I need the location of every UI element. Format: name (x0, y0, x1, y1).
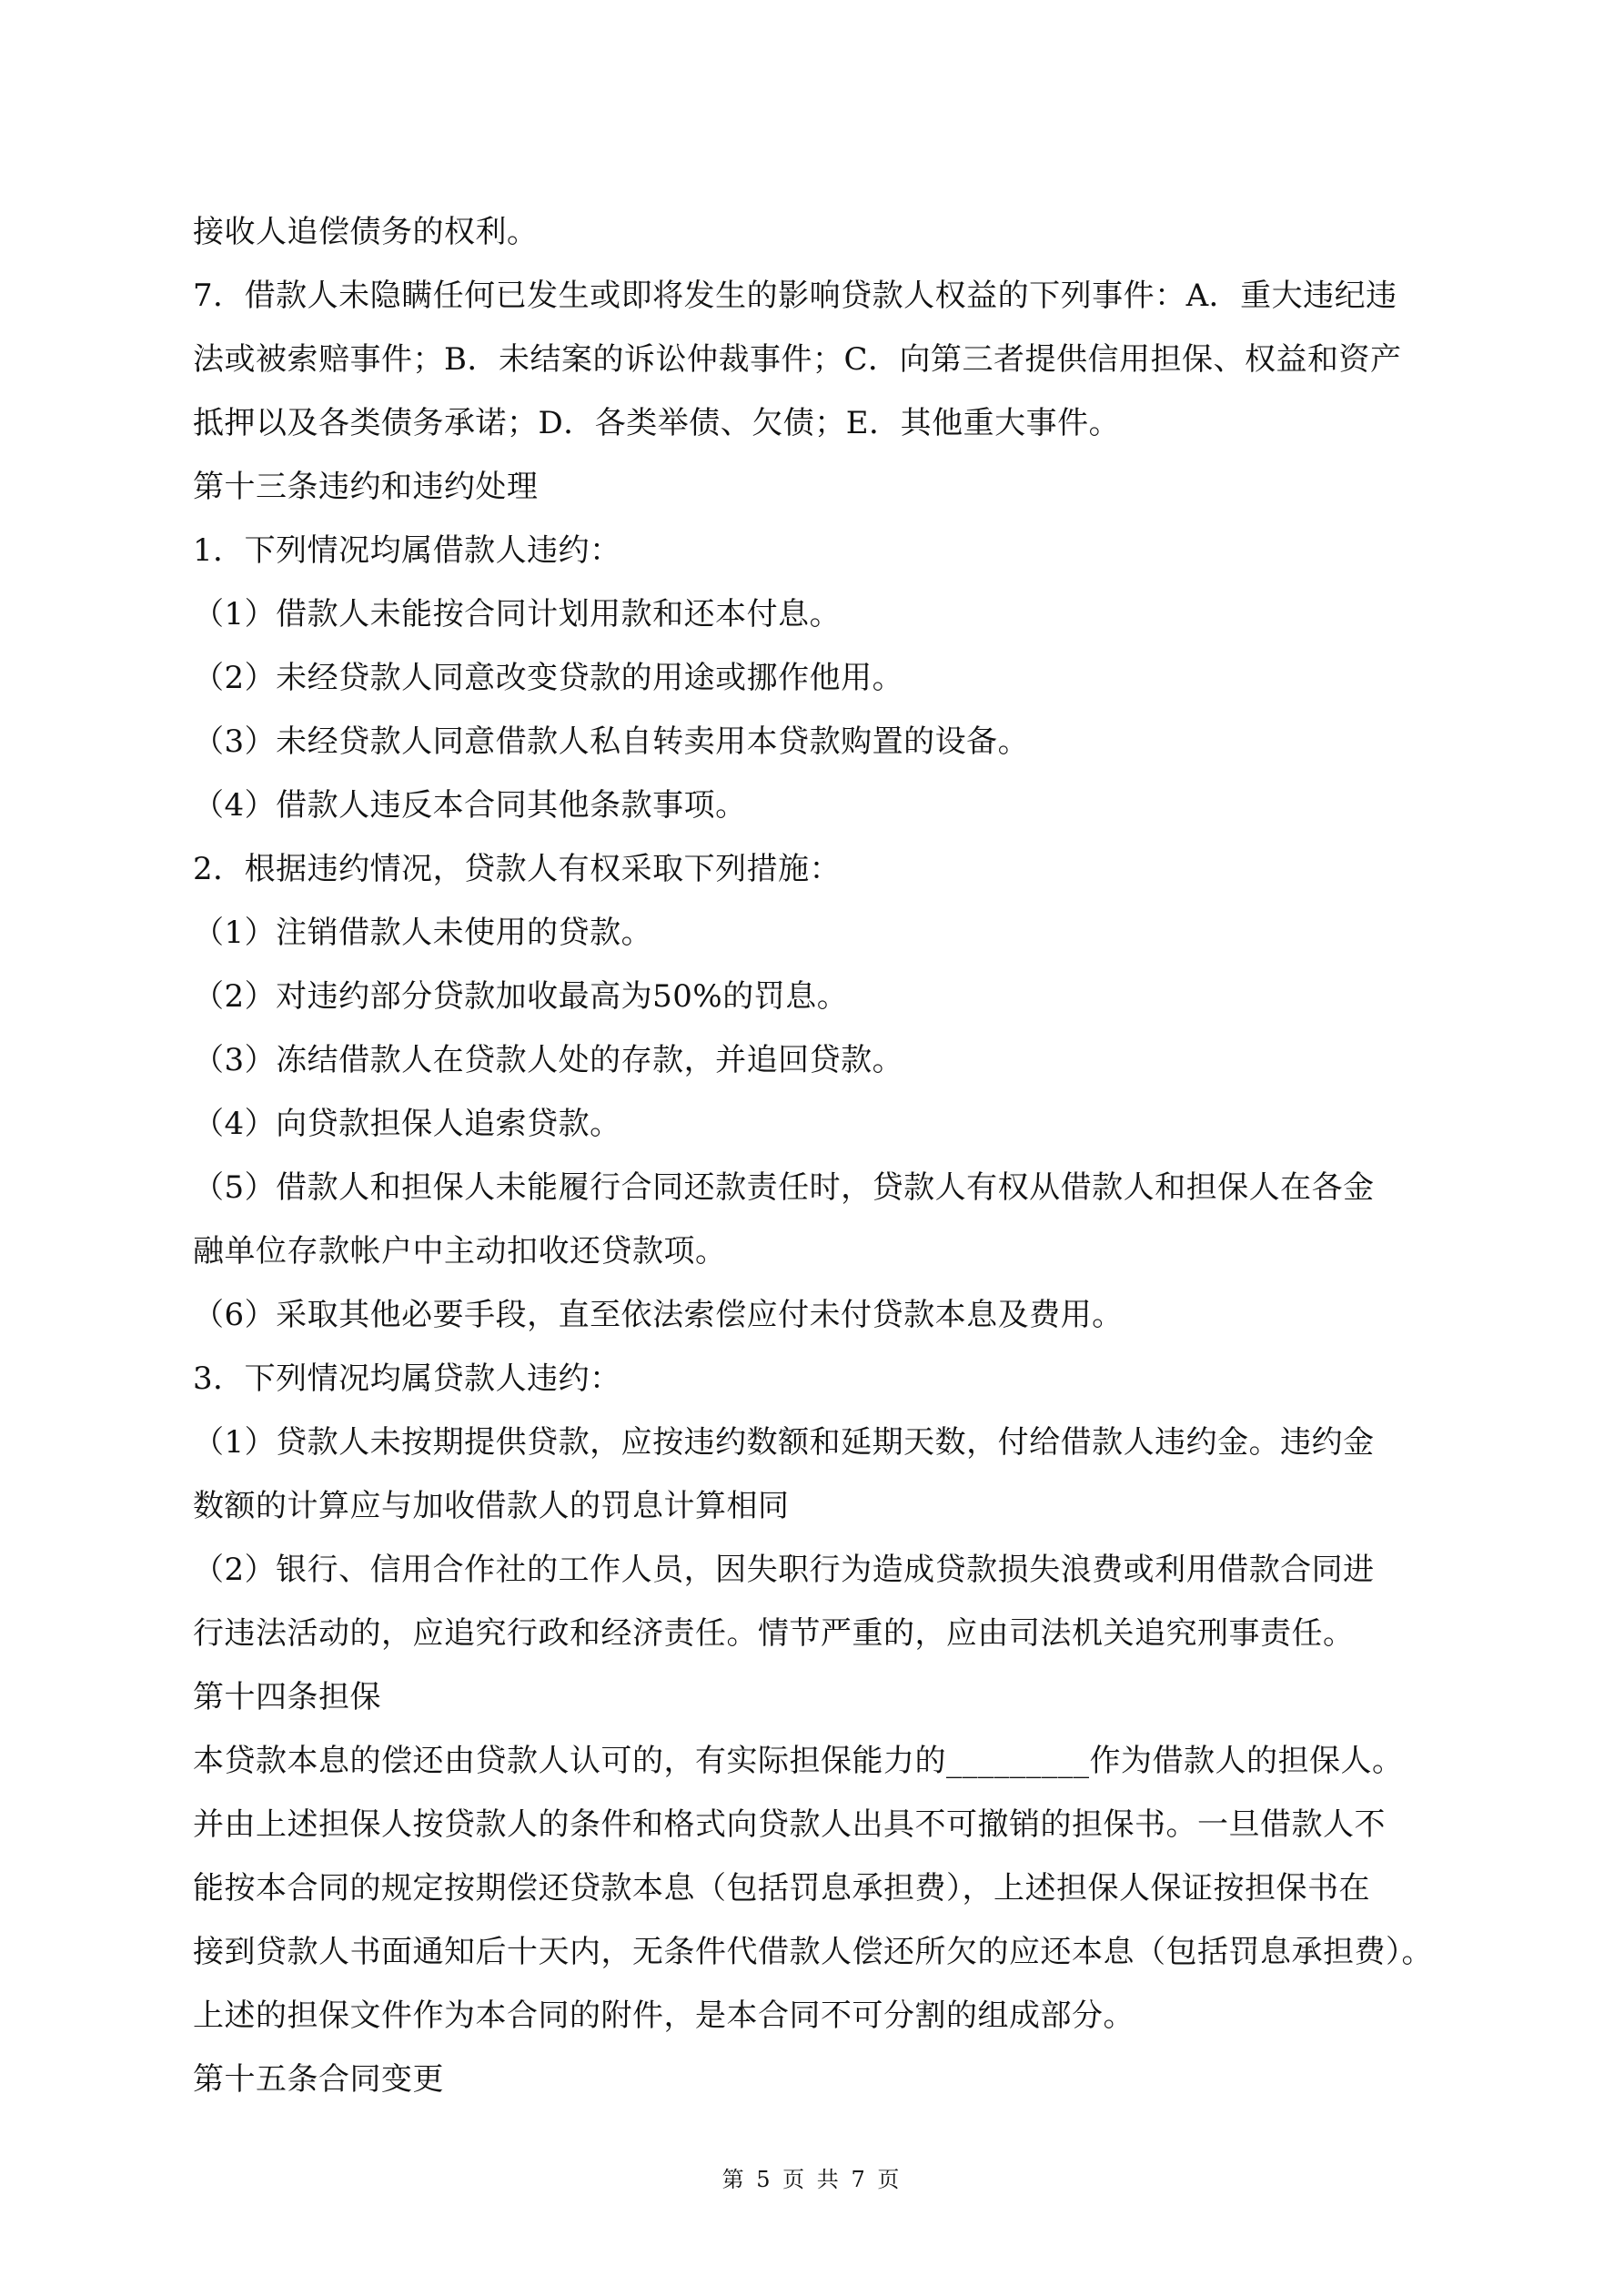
text-line: 接收人追偿债务的权利。 (193, 214, 539, 250)
text-line: （2）未经贷款人同意改变贷款的用途或挪作他用。 (193, 660, 904, 696)
text-line: （1）贷款人未按期提供贷款，应按违约数额和延期天数，付给借款人违约金。违约金 (193, 1424, 1375, 1461)
text-line: （1）注销借款人未使用的贷款。 (193, 915, 653, 951)
text-line: 数额的计算应与加收借款人的罚息计算相同 (193, 1488, 790, 1524)
text-line: 法或被索赔事件；B．未结案的诉讼仲裁事件；C．向第三者提供信用担保、权益和资产 (193, 341, 1402, 378)
contract-body-text (193, 200, 1439, 2111)
text-line: （2）银行、信用合作社的工作人员，因失职行为造成贷款损失浪费或利用借款合同进 (193, 1552, 1375, 1588)
text-line: 第十四条担保 (193, 1679, 381, 1715)
text-line: 行违法活动的，应追究行政和经济责任。情节严重的，应由司法机关追究刑事责任。 (193, 1615, 1355, 1652)
text-line: 融单位存款帐户中主动扣收还贷款项。 (193, 1233, 727, 1269)
text-line: 7．借款人未隐瞒任何已发生或即将发生的影响贷款人权益的下列事件：A．重大违纪违 (193, 278, 1397, 314)
text-line: 第十五条合同变更 (193, 2061, 444, 2098)
text-line: （4）借款人违反本合同其他条款事项。 (193, 787, 747, 824)
text-line: 上述的担保文件作为本合同的附件，是本合同不可分割的组成部分。 (193, 1998, 1135, 2034)
text-line: 接到贷款人书面通知后十天内，无条件代借款人偿还所欠的应还本息（包括罚息承担费）。 (193, 1934, 1433, 1970)
text-line: （3）冻结借款人在贷款人处的存款，并追回贷款。 (193, 1042, 904, 1078)
text-line: （5）借款人和担保人未能履行合同还款责任时，贷款人有权从借款人和担保人在各金 (193, 1169, 1375, 1206)
text-line: 3．下列情况均属贷款人违约： (193, 1360, 621, 1397)
text-line: 本贷款本息的偿还由贷款人认可的，有实际担保能力的_________作为借款人的担保人。 (193, 1743, 1404, 1779)
text-line: （3）未经贷款人同意借款人私自转卖用本贷款购置的设备。 (193, 723, 1030, 760)
text-line: （6）采取其他必要手段，直至依法索偿应付未付贷款本息及费用。 (193, 1297, 1124, 1333)
text-line: （2）对违约部分贷款加收最高为50%的罚息。 (193, 978, 849, 1015)
text-line: 2．根据违约情况，贷款人有权采取下列措施： (193, 851, 842, 887)
text-line: （4）向贷款担保人追索贷款。 (193, 1106, 621, 1142)
text-line: 第十三条违约和违约处理 (193, 469, 539, 505)
text-line: 抵押以及各类债务承诺；D．各类举债、欠债；E．其他重大事件。 (193, 405, 1121, 441)
text-line: 能按本合同的规定按期偿还贷款本息（包括罚息承担费），上述担保人保证按担保书在 (193, 1870, 1370, 1907)
text-line: （1）借款人未能按合同计划用款和还本付息。 (193, 596, 842, 632)
text-line: 并由上述担保人按贷款人的条件和格式向贷款人出具不可撤销的担保书。一旦借款人不 (193, 1806, 1386, 1843)
page-footer: 第 5 页 共 7 页 (721, 2167, 903, 2192)
text-line: 1．下列情况均属借款人违约： (193, 532, 621, 569)
